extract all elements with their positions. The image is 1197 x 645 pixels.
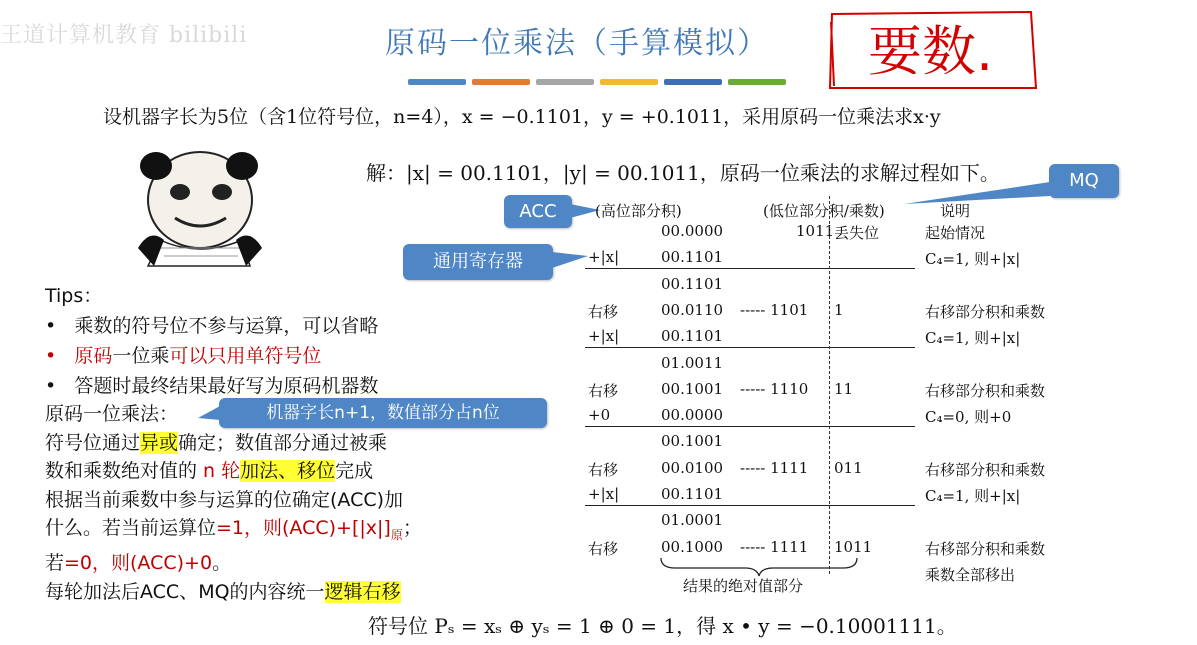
row-acc-value: 00.1101 [661,485,724,503]
mq-callout: MQ [1049,164,1119,198]
row-acc-value: 00.1001 [661,432,724,450]
title-color-bar [728,79,786,85]
watermark: 王道计算机教育 bilibili [0,23,248,48]
title-color-bar [600,79,658,85]
row-operation: +|x| [588,248,620,266]
row-operation: 右移 [588,382,619,400]
row-operation: 右移 [588,540,619,558]
method-line: 数和乘数绝对值的 n 轮加法、移位完成 [45,460,374,482]
acc-callout: ACC [504,195,572,228]
title-color-bar [536,79,594,85]
row-note: 右移部分积和乘数 [925,540,1046,558]
method-label: 原码一位乘法： [45,403,179,425]
title-color-bar [664,79,722,85]
row-acc-value: 00.1101 [661,248,724,266]
tips-title: Tips： [45,285,103,307]
sum-line [585,347,915,348]
row-operation: +0 [588,406,611,424]
solution-line: 解：|x| = 00.1101，|y| = 00.1011，原码一位乘法的求解过程如下。 [366,161,1000,185]
row-lost-bits: 011 [834,459,863,477]
row-note: C₄=1, 则+|x| [925,329,1021,347]
row-acc-value: 00.0000 [661,406,724,424]
row-mq-value: ----- 1110 [740,380,809,398]
row-note: C₄=1, 则+|x| [925,250,1021,268]
row-acc-value: 00.1000 [661,538,724,556]
row-acc-value: 00.1101 [661,275,724,293]
general-register-callout: 通用寄存器 [403,244,553,280]
method-line: 什么。若当前运算位=1，则$(ACC)+[|x|]_原$； [45,517,422,542]
row-mq-value: ----- 1111 [740,538,809,556]
row-acc-value: 00.1001 [661,380,724,398]
method-line: 符号位通过异或确定；数值部分通过被乘 [45,431,388,454]
row-note: C₄=0, 则+0 [925,408,1012,426]
row-note: C₄=1, 则+|x| [925,487,1021,505]
method-line: 若=0，则(ACC)+0。 [45,552,232,575]
title-color-bar [472,79,530,85]
header-high: (高位部分积) [595,202,682,220]
sum-line [585,268,915,269]
tip-item: • 答题时最终结果最好写为原码机器数 [45,375,379,397]
method-line: 根据当前乘数中参与运算的位确定(ACC)加 [45,488,404,511]
row-operation: 右移 [588,461,619,479]
machine-word-callout: 机器字长n+1，数值部分占n位 [219,398,547,428]
row-note: 起始情况 [925,224,986,242]
tip-item: • 乘数的符号位不参与运算，可以省略 [45,315,379,337]
row-note: 右移部分积和乘数 [925,303,1046,321]
row-lost-bits: 11 [834,380,854,398]
row-acc-value: 00.0110 [661,301,724,319]
tip-item: • 原码一位乘可以只用单符号位 [45,345,322,367]
row-acc-value: 00.0000 [661,222,724,240]
row-mq-value: ----- 1101 [740,301,809,319]
handwritten-annotation [826,8,1040,92]
panda-meme-image [130,148,270,270]
final-result: 符号位 Pₛ = xₛ ⊕ yₛ = 1 ⊕ 0 = 1，得 x • y = −0.10001111。 [368,614,957,638]
sum-line [585,505,915,506]
mq-callout-pointer [900,178,1052,208]
row-operation: +|x| [588,327,620,345]
problem-statement: 设机器字长为5位（含1位符号位，n=4），x = −0.1101，y = +0.1011，采用原码一位乘法求x·y [103,106,941,128]
shift-boundary-line [829,196,830,574]
row-lost-bits: 1 [834,301,844,319]
row-operation: 右移 [588,303,619,321]
title-color-bar [408,79,466,85]
row-note: 乘数全部移出 [925,566,1016,584]
handwriting-text: 要数. [868,20,994,83]
result-label: 结果的绝对值部分 [683,577,804,595]
row-note: 右移部分积和乘数 [925,382,1046,400]
row-operation: +|x| [588,485,620,503]
row-note: 右移部分积和乘数 [925,461,1046,479]
row-lost-bits: 丢失位 [834,224,880,242]
row-acc-value: 00.0100 [661,459,724,477]
slide-title: 原码一位乘法（手算模拟） [385,26,769,61]
row-acc-value: 00.1101 [661,327,724,345]
method-description [45,400,422,606]
row-lost-bits: 1011 [834,538,873,556]
method-line: 每轮加法后ACC、MQ的内容统一逻辑右移 [45,580,401,603]
row-acc-value: 01.0001 [661,511,724,529]
tips-section [45,281,378,401]
row-mq-value: 1011 [796,222,835,240]
header-low: (低位部分积/乘数) [763,202,885,220]
header-note: 说明 [940,202,971,220]
sum-line [585,426,915,427]
row-mq-value: ----- 1111 [740,459,809,477]
row-acc-value: 01.0011 [661,354,724,372]
